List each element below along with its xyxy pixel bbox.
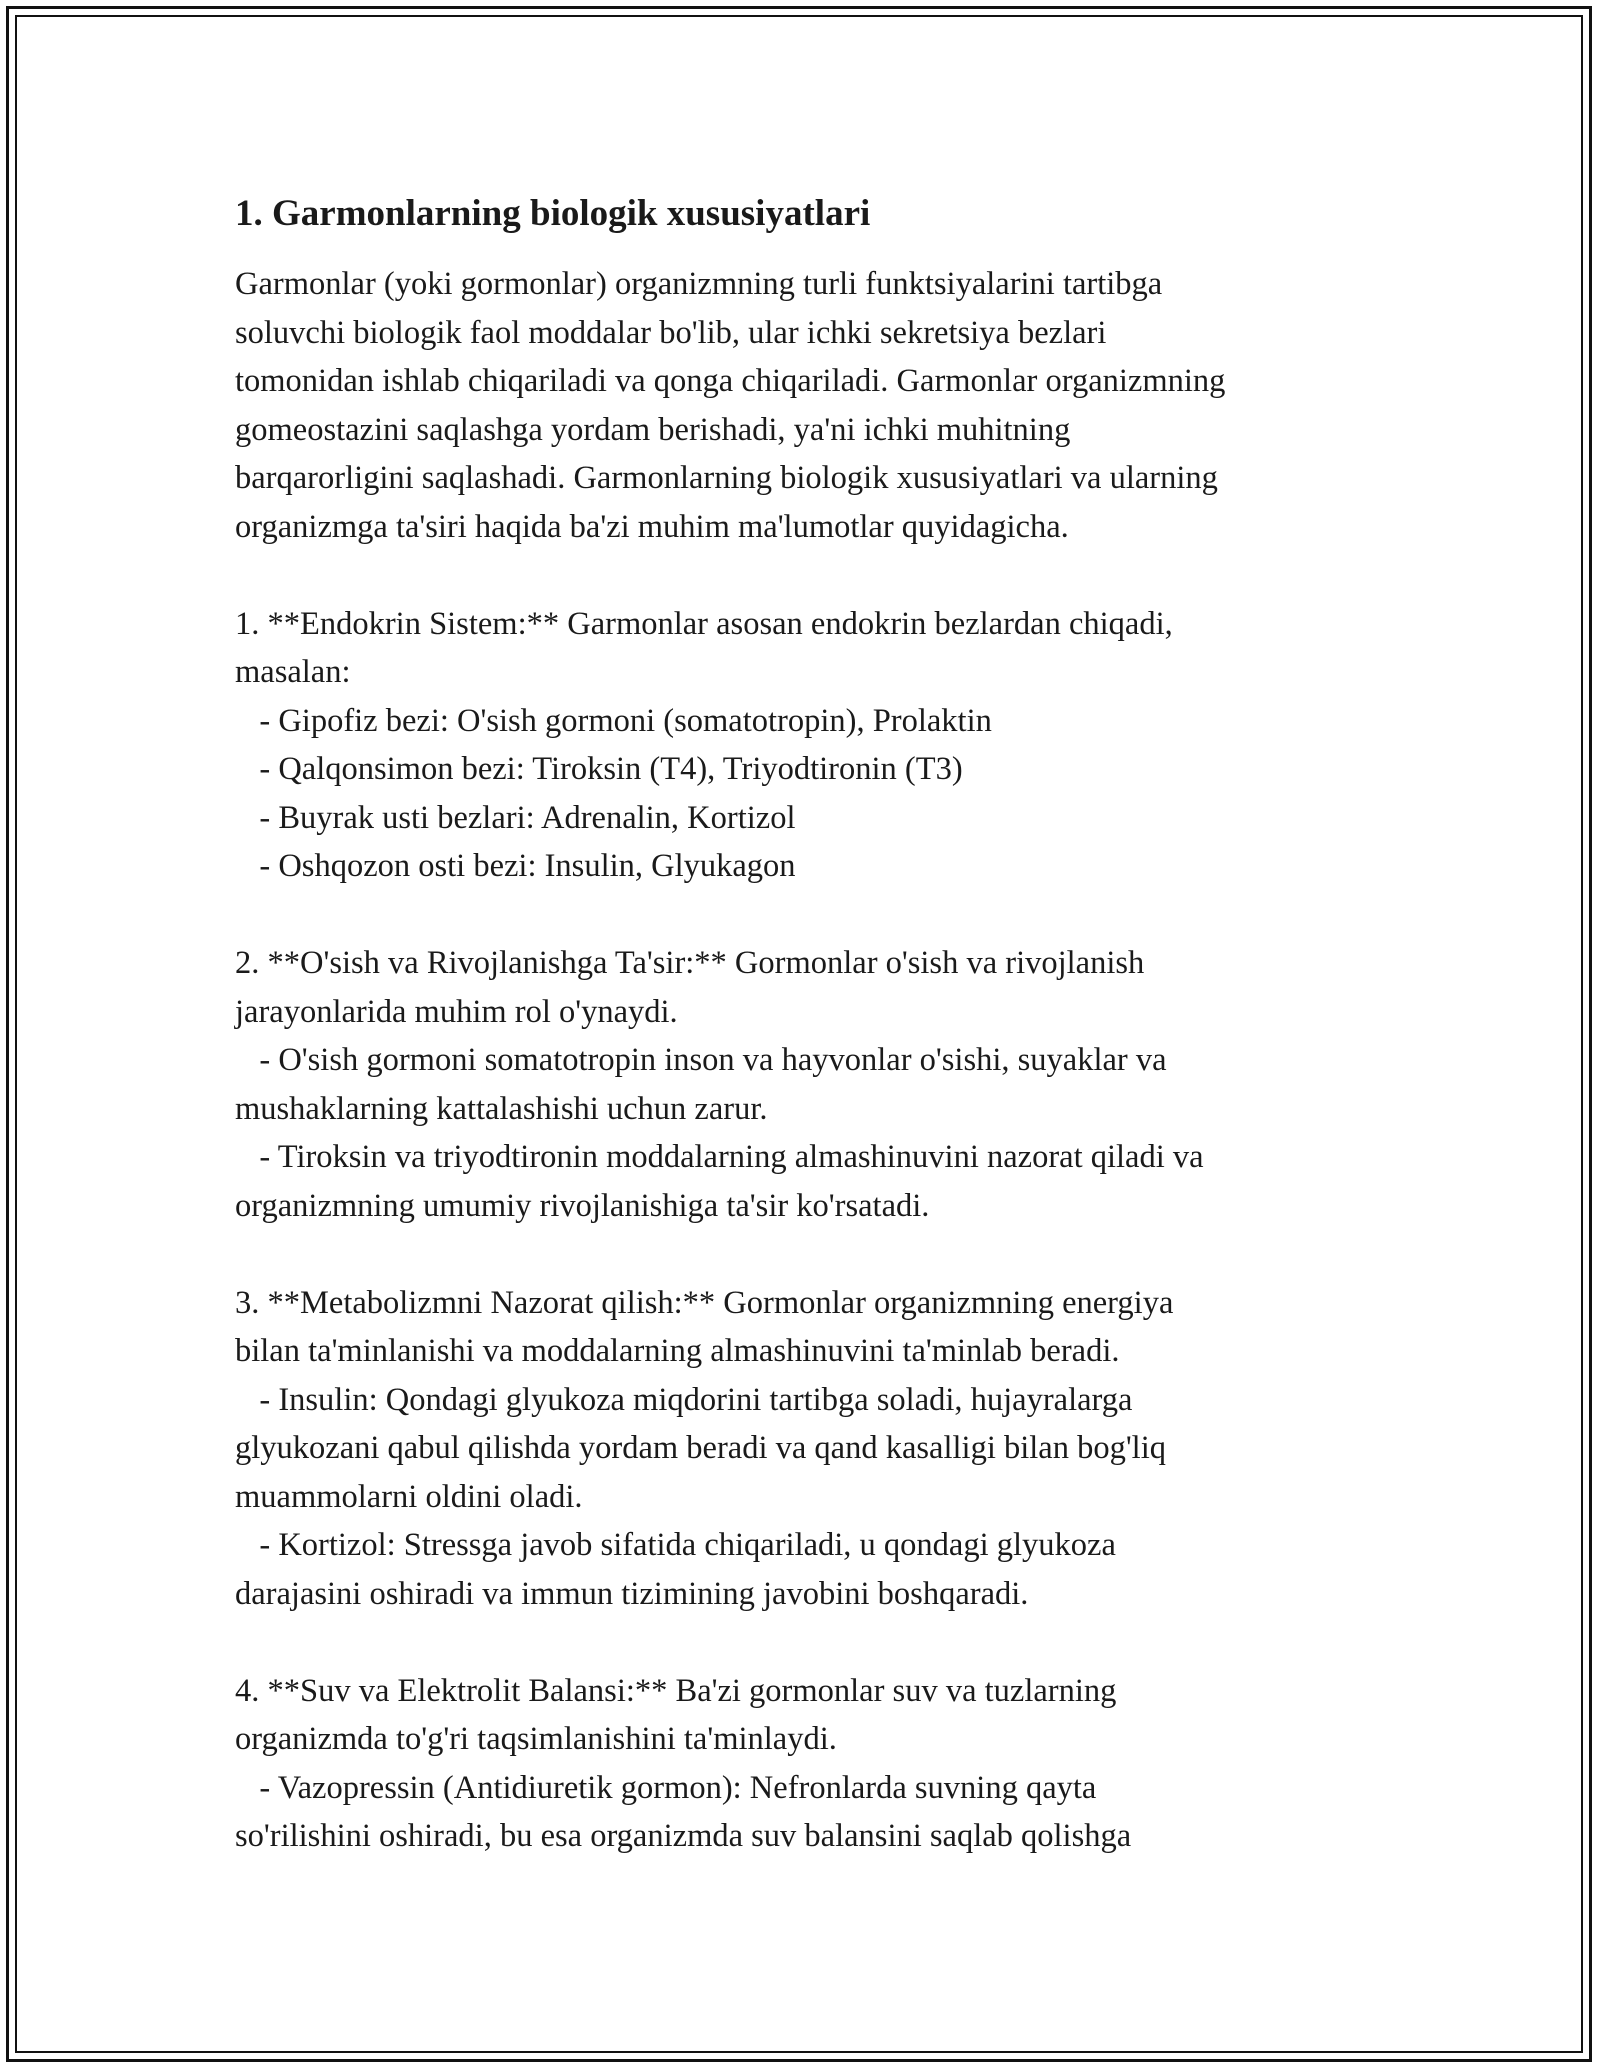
text-line: 4. **Suv va Elektrolit Balansi:** Ba'zi gormonlar suv va tuzlarning: [235, 1672, 1117, 1709]
paragraph-gap: [235, 1618, 1375, 1667]
text-line: mushaklarning kattalashishi uchun zarur.: [235, 1090, 768, 1127]
text-line: - O'sish gormoni somatotropin inson va hayvonlar o'sishi, suyaklar va: [235, 1042, 1167, 1078]
text-line: - Kortizol: Stressga javob sifatida chiqariladi, u qondagi glyukoza: [235, 1527, 1116, 1563]
text-line: organizmda to'g'ri taqsimlanishini ta'minlaydi.: [235, 1721, 837, 1757]
text-line: bilan ta'minlanishi va moddalarning almashinuvini ta'minlab beradi.: [235, 1333, 1120, 1369]
text-line: Garmonlar (yoki gormonlar) organizmning turli funktsiyalarini tartibga: [235, 266, 1163, 302]
paragraph-gap: [235, 1230, 1375, 1279]
text-line: darajasini oshiradi va immun tizimining javobini boshqaradi.: [235, 1575, 1029, 1612]
text-line: glyukozani qabul qilishda yordam beradi va qand kasalligi bilan bog'liq: [235, 1430, 1166, 1466]
text-line: soluvchi biologik faol moddalar bo'lib, ular ichki sekretsiya bezlari: [235, 314, 1107, 351]
document-text: [235, 260, 1375, 1861]
text-line: - Oshqozon osti bezi: Insulin, Glyukagon: [235, 848, 796, 884]
text-line: 2. **O'sish va Rivojlanishga Ta'sir:** Gormonlar o'sish va rivojlanish: [235, 945, 1145, 981]
text-line: organizmning umumiy rivojlanishiga ta'sir ko'rsatadi.: [235, 1187, 930, 1224]
text-line: - Insulin: Qondagi glyukoza miqdorini tartibga soladi, hujayralarga: [235, 1381, 1133, 1418]
text-line: tomonidan ishlab chiqariladi va qonga chiqariladi. Garmonlar organizmning: [235, 363, 1226, 399]
text-line: organizmga ta'siri haqida ba'zi muhim ma'lumotlar quyidagicha.: [235, 508, 1069, 545]
text-line: barqarorligini saqlashadi. Garmonlarning biologik xususiyatlari va ularning: [235, 460, 1218, 496]
paragraph-gap: [235, 891, 1375, 940]
text-line: - Tiroksin va triyodtironin moddalarning almashinuvini nazorat qiladi va: [235, 1139, 1204, 1175]
paragraph-gap: [235, 551, 1375, 600]
text-line: 3. **Metabolizmni Nazorat qilish:** Gormonlar organizmning energiya: [235, 1284, 1174, 1321]
text-line: - Gipofiz bezi: O'sish gormoni (somatotropin), Prolaktin: [235, 702, 992, 739]
text-line: - Buyrak usti bezlari: Adrenalin, Kortizol: [235, 799, 796, 836]
text-line: - Qalqonsimon bezi: Tiroksin (T4), Triyodtironin (T3): [235, 751, 963, 787]
text-line: gomeostazini saqlashga yordam berishadi, ya'ni ichki muhitning: [235, 411, 1071, 448]
document-body: [235, 190, 1375, 1861]
text-line: so'rilishini oshiradi, bu esa organizmda suv balansini saqlab qolishga: [235, 1818, 1132, 1854]
text-line: jarayonlarida muhim rol o'ynaydi.: [235, 993, 678, 1030]
text-line: 1. **Endokrin Sistem:** Garmonlar asosan endokrin bezlardan chiqadi,: [235, 605, 1173, 642]
text-line: - Vazopressin (Antidiuretik gormon): Nefronlarda suvning qayta: [235, 1769, 1097, 1806]
text-line: masalan:: [235, 654, 351, 690]
text-line: muammolarni oldini oladi.: [235, 1478, 583, 1515]
document-title: 1. Garmonlarning biologik xususiyatlari: [235, 193, 871, 234]
